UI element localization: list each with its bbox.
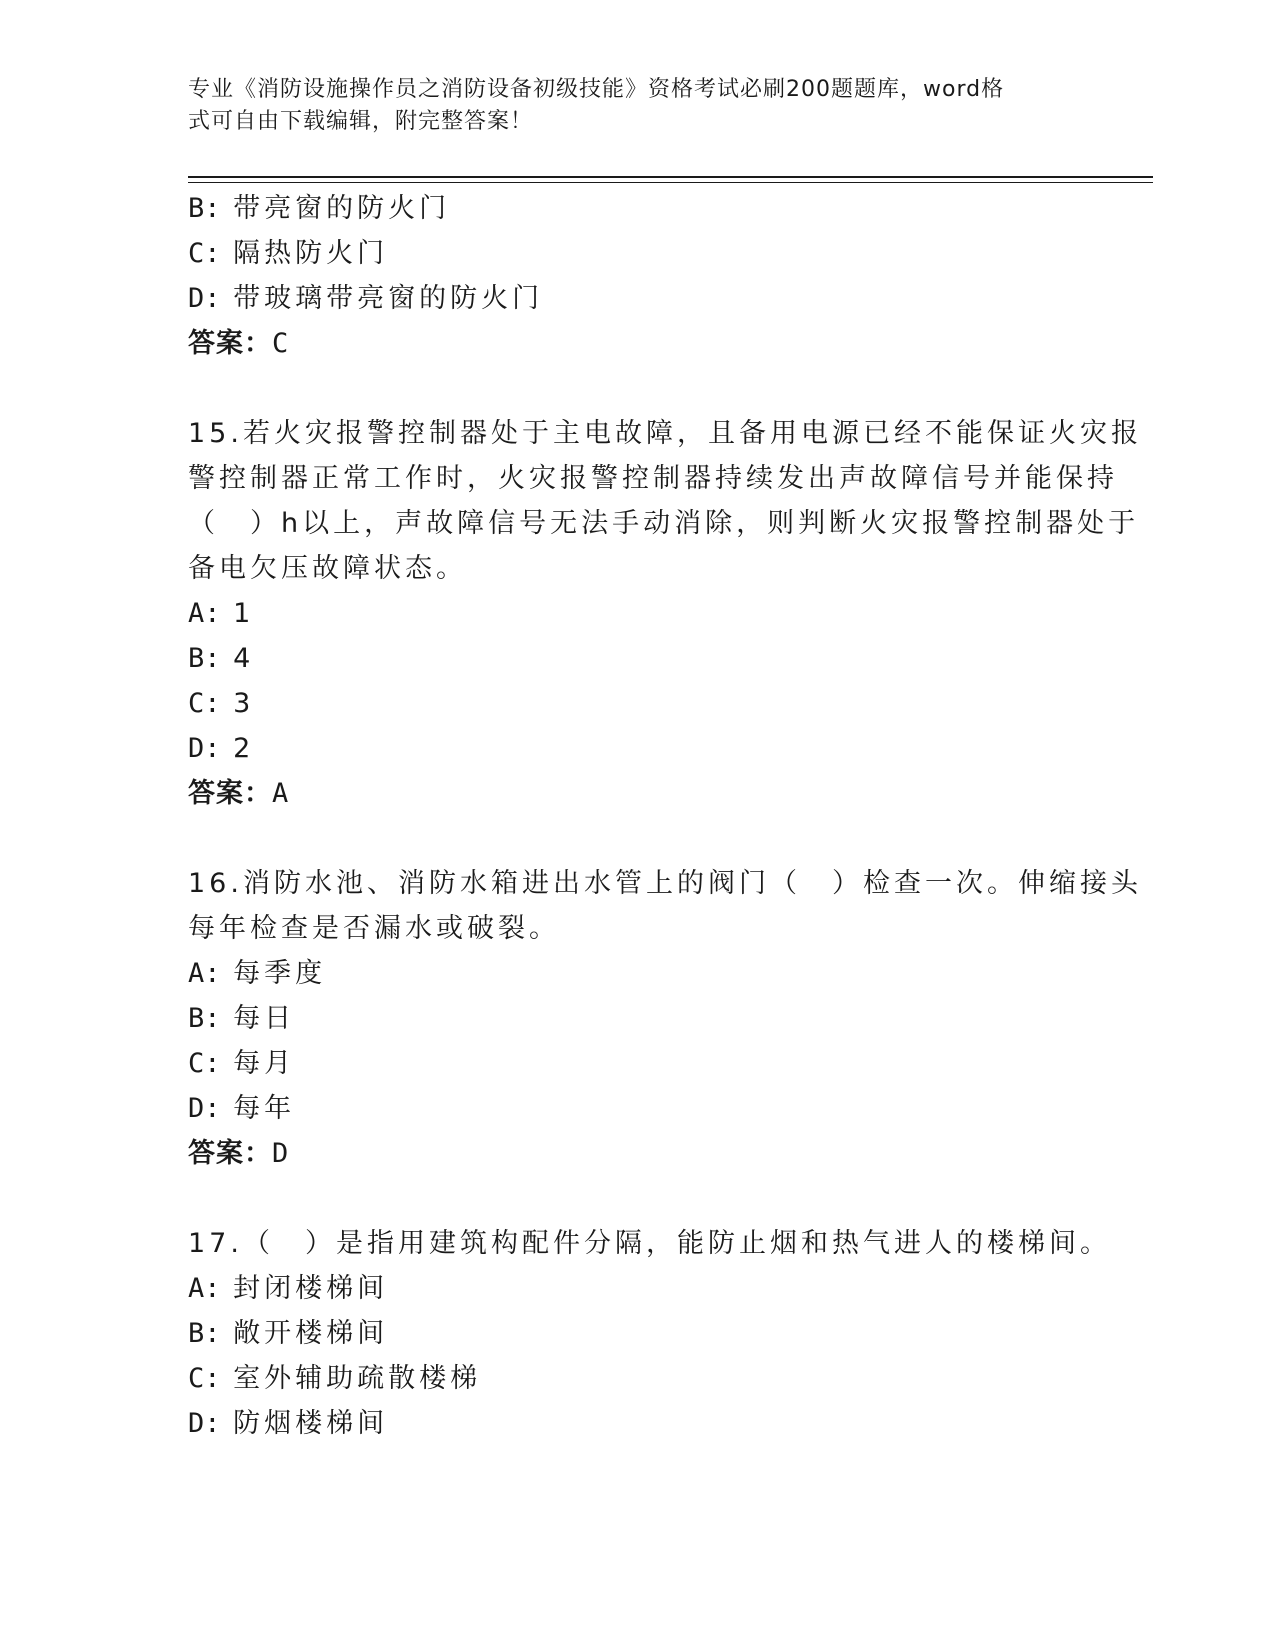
q15-option-b: B: 4 — [188, 643, 255, 674]
q15-option-d: D: 2 — [188, 733, 255, 764]
header-line-1: 专业《消防设施操作员之消防设备初级技能》资格考试必刷200题题库，word格 — [188, 77, 1005, 102]
header-divider-thin — [188, 182, 1153, 183]
q15-option-c: C: 3 — [188, 688, 255, 719]
q16-option-c: C: 每月 — [188, 1048, 296, 1079]
prev-option-b: B: 带亮窗的防火门 — [188, 193, 451, 224]
prev-option-d: D: 带玻璃带亮窗的防火门 — [188, 283, 544, 314]
prev-option-c: C: 隔热防火门 — [188, 238, 389, 269]
q16-option-a: A: 每季度 — [188, 958, 327, 989]
q17-option-d: D: 防烟楼梯间 — [188, 1408, 389, 1439]
q16-stem-line-1: 16.消防水池、消防水箱进出水管上的阀门（ ）检查一次。伸缩接头 — [188, 868, 1142, 899]
prev-answer: 答案：C — [188, 328, 290, 359]
q16-stem-line-2: 每年检查是否漏水或破裂。 — [188, 913, 560, 944]
q15-stem-line-1: 15.若火灾报警控制器处于主电故障，且备用电源已经不能保证火灾报 — [188, 418, 1142, 449]
header-line-2: 式可自由下载编辑，附完整答案！ — [188, 109, 534, 134]
q16-answer: 答案：D — [188, 1138, 290, 1169]
q17-option-b: B: 敞开楼梯间 — [188, 1318, 389, 1349]
header-divider-thick — [188, 176, 1153, 178]
document-header — [188, 74, 1088, 138]
q16-option-b: B: 每日 — [188, 1003, 296, 1034]
q16-option-d: D: 每年 — [188, 1093, 296, 1124]
q15-stem-line-3: （ ）h以上，声故障信号无法手动消除，则判断火灾报警控制器处于 — [188, 508, 1140, 539]
q17-option-a: A: 封闭楼梯间 — [188, 1273, 389, 1304]
q15-option-a: A: 1 — [188, 598, 255, 629]
q15-answer: 答案：A — [188, 778, 290, 809]
q17-option-c: C: 室外辅助疏散楼梯 — [188, 1363, 482, 1394]
q17-stem-line-1: 17.（ ）是指用建筑构配件分隔，能防止烟和热气进人的楼梯间。 — [188, 1228, 1111, 1259]
q15-stem-line-4: 备电欠压故障状态。 — [188, 553, 467, 584]
q15-stem-line-2: 警控制器正常工作时，火灾报警控制器持续发出声故障信号并能保持 — [188, 463, 1118, 494]
